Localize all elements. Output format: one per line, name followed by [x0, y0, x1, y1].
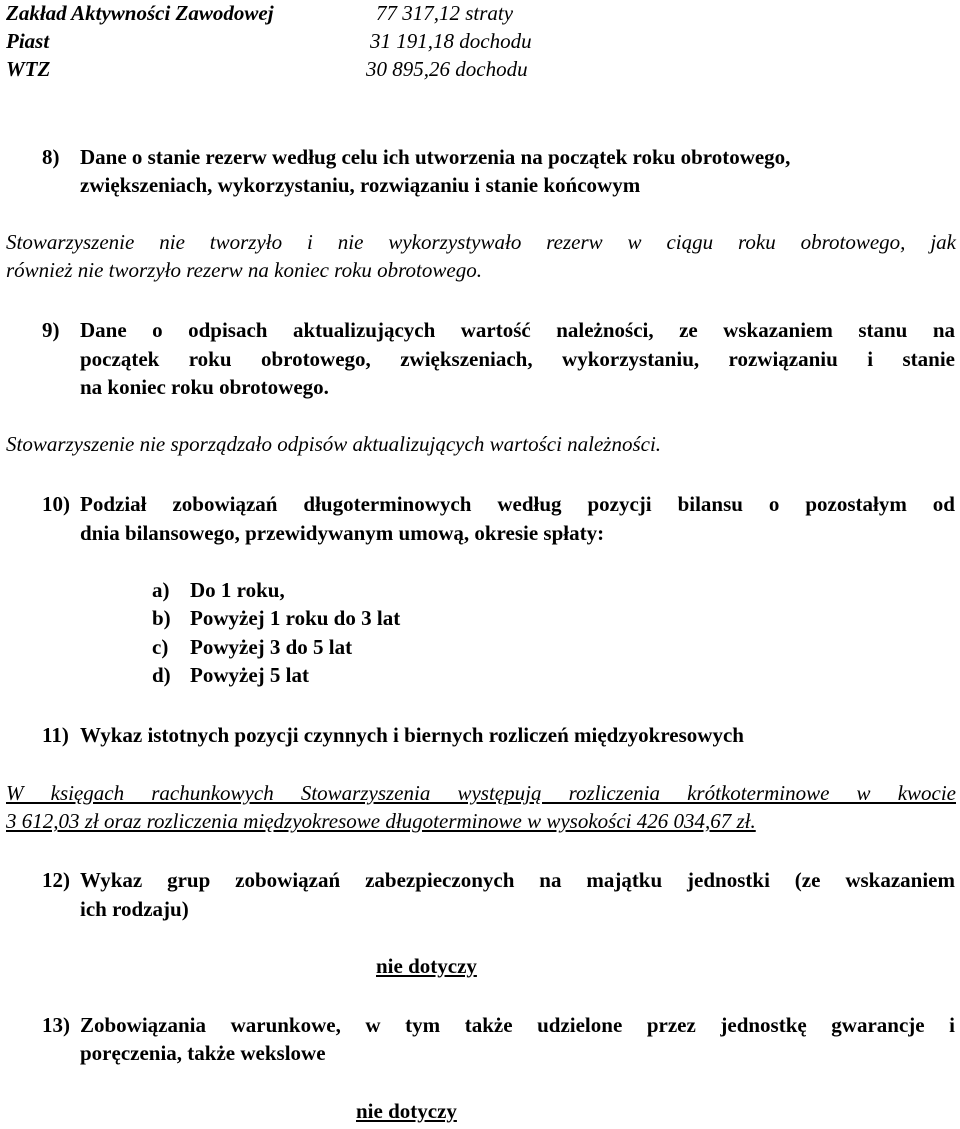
- list-letter: c): [152, 635, 169, 659]
- list-item: Do 1 roku,: [190, 578, 285, 602]
- section-heading: dnia bilansowego, przewidywanym umową, okresie spłaty:: [80, 521, 605, 545]
- section-body: Stowarzyszenie nie sporządzało odpisów aktualizujących wartości należności.: [6, 432, 662, 456]
- section-number: 10): [42, 492, 70, 516]
- entity-name: WTZ: [6, 57, 51, 81]
- section-answer: nie dotyczy: [376, 954, 477, 978]
- section-heading: Dane o odpisach aktualizujących wartość należności, ze wskazaniem stanu na: [80, 318, 955, 342]
- section-heading: poręczenia, także wekslowe: [80, 1041, 326, 1065]
- entity-name: Piast: [6, 29, 50, 53]
- section-number: 12): [42, 868, 70, 892]
- section-answer: nie dotyczy: [356, 1099, 457, 1123]
- section-body: Stowarzyszenie nie tworzyło i nie wykorzystywało rezerw w ciągu roku obrotowego, jak: [6, 230, 956, 254]
- entity-amount: 30 895,26 dochodu: [366, 57, 528, 81]
- entity-name: Zakład Aktywności Zawodowej: [6, 1, 274, 25]
- section-heading: Wykaz grup zobowiązań zabezpieczonych na majątku jednostki (ze wskazaniem: [80, 868, 955, 892]
- list-item: Powyżej 1 roku do 3 lat: [190, 606, 401, 630]
- section-number: 13): [42, 1013, 70, 1037]
- section-heading: początek roku obrotowego, zwiększeniach, wykorzystaniu, rozwiązaniu i stanie: [80, 347, 955, 371]
- section-heading: Dane o stanie rezerw według celu ich utworzenia na początek roku obrotowego,: [80, 145, 791, 169]
- section-heading: Zobowiązania warunkowe, w tym także udzielone przez jednostkę gwarancje i: [80, 1013, 955, 1037]
- section-body: 3 612,03 zł oraz rozliczenia międzyokresowe długoterminowe w wysokości 426 034,67 zł.: [6, 809, 756, 833]
- entity-amount: 77 317,12 straty: [376, 1, 514, 25]
- list-item: Powyżej 3 do 5 lat: [190, 635, 353, 659]
- section-number: 9): [42, 318, 60, 342]
- section-heading: ich rodzaju): [80, 897, 189, 921]
- list-letter: d): [152, 663, 171, 687]
- section-heading: zwiększeniach, wykorzystaniu, rozwiązaniu i stanie końcowym: [80, 173, 641, 197]
- list-letter: b): [152, 606, 171, 630]
- list-letter: a): [152, 578, 170, 602]
- section-number: 11): [42, 723, 69, 747]
- section-heading: Podział zobowiązań długoterminowych według pozycji bilansu o pozostałym od: [80, 492, 955, 516]
- section-body: również nie tworzyło rezerw na koniec roku obrotowego.: [6, 258, 482, 282]
- section-heading: Wykaz istotnych pozycji czynnych i biernych rozliczeń międzyokresowych: [80, 723, 744, 747]
- list-item: Powyżej 5 lat: [190, 663, 309, 687]
- section-heading: na koniec roku obrotowego.: [80, 375, 329, 399]
- section-number: 8): [42, 145, 60, 169]
- entity-amount: 31 191,18 dochodu: [370, 29, 532, 53]
- section-body: W księgach rachunkowych Stowarzyszenia występują rozliczenia krótkoterminowe w kwocie: [6, 781, 956, 805]
